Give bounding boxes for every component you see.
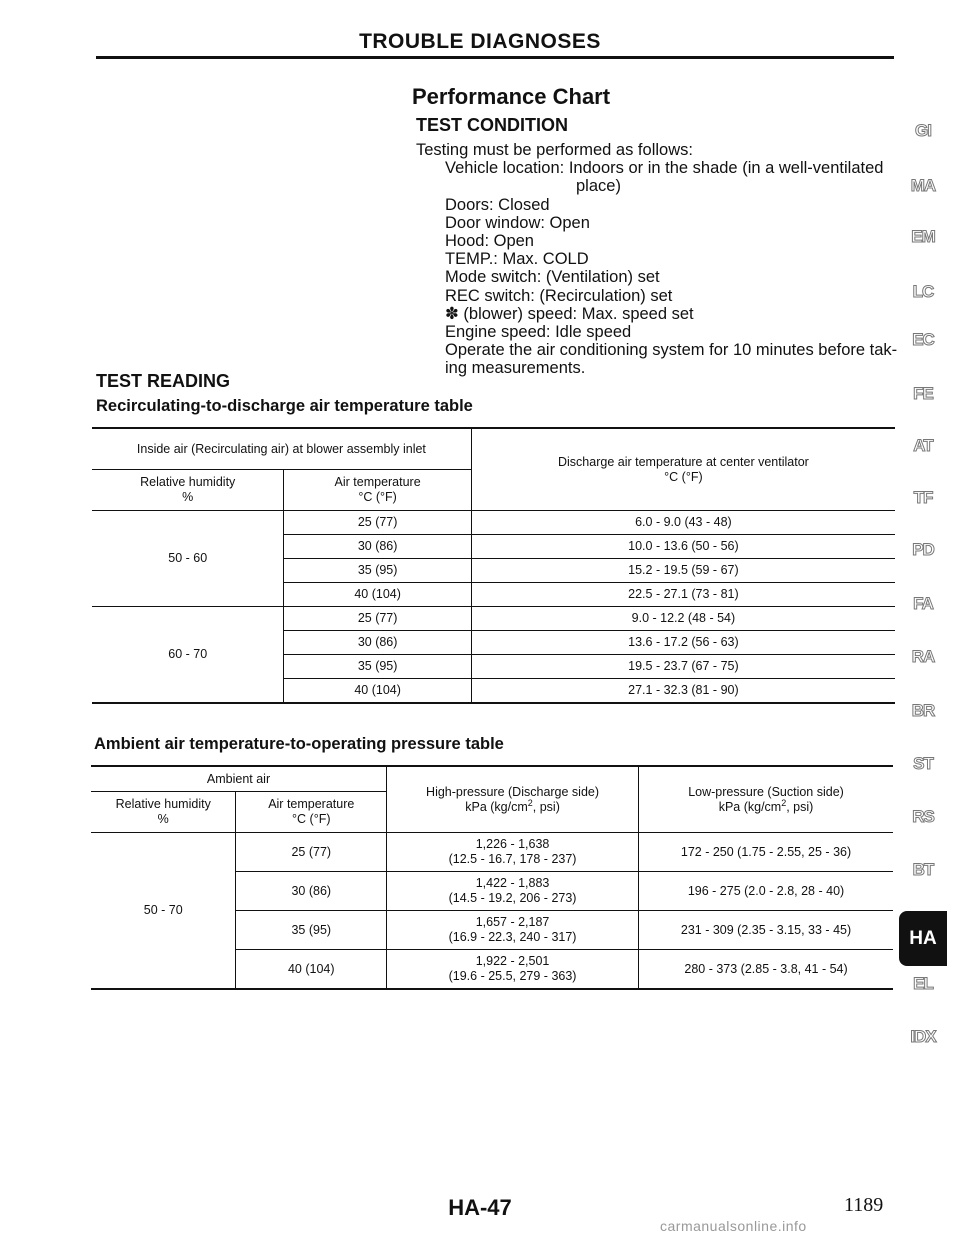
- condition-line: Vehicle location: Indoors or in the shade (in a well-ventilated: [445, 159, 884, 178]
- table-row: 35 (95) 15.2 - 19.5 (59 - 67): [92, 559, 895, 583]
- page-header-title: TROUBLE DIAGNOSES: [359, 30, 601, 53]
- table-header-humidity: Relative humidity %: [92, 470, 284, 511]
- ambient-table: [91, 765, 893, 990]
- intro-text: Testing must be performed as follows:: [416, 141, 693, 159]
- side-tab-gi[interactable]: GI: [915, 121, 931, 140]
- condition-line-rec: REC switch: (Recirculation) set: [445, 286, 673, 305]
- watermark: carmanualsonline.info: [660, 1218, 807, 1234]
- ambient-table-title: Ambient air temperature-to-operating pressure table: [94, 735, 504, 753]
- humidity-cell: 50 - 70: [91, 833, 236, 990]
- table-header-air-temp: Air temperature °C (°F): [236, 792, 387, 833]
- condition-line: Engine speed: Idle speed: [445, 323, 632, 342]
- condition-line: Door window: Open: [445, 213, 590, 232]
- test-condition-text: [416, 141, 906, 378]
- side-tab-idx[interactable]: IDX: [910, 1027, 936, 1046]
- side-tab-ma[interactable]: MA: [910, 176, 936, 195]
- condition-line: Hood: Open: [445, 232, 534, 251]
- table-row: 30 (86) 10.0 - 13.6 (50 - 56): [92, 535, 895, 559]
- absolute-page-number: 1189: [844, 1194, 884, 1216]
- section-title: Performance Chart: [412, 84, 611, 109]
- side-tab-bt[interactable]: BT: [912, 860, 934, 879]
- page-number: HA-47: [448, 1195, 512, 1220]
- side-tab-rs[interactable]: RS: [912, 807, 934, 826]
- side-tab-em[interactable]: EM: [911, 227, 935, 246]
- table-group-header: Inside air (Recirculating air) at blower assembly inlet: [92, 428, 471, 470]
- table-row: 60 - 70 25 (77) 9.0 - 12.2 (48 - 54): [92, 607, 895, 631]
- recirc-table-title: Recirculating-to-discharge air temperature table: [96, 397, 473, 415]
- table-row: 35 (95) 1,657 - 2,187 (16.9 - 22.3, 240 - 317) 231 - 309 (2.35 - 3.15, 33 - 45): [91, 911, 893, 950]
- table-header-high-pressure: High-pressure (Discharge side) kPa ($kg/cm^2$, psi): [387, 766, 639, 833]
- condition-line-blower: ✽ (blower) speed: Max. speed set: [445, 304, 694, 323]
- table-row: 35 (95) 19.5 - 23.7 (67 - 75): [92, 655, 895, 679]
- side-tab-st[interactable]: ST: [913, 754, 933, 773]
- humidity-cell: 50 - 60: [92, 511, 284, 607]
- table-row: 40 (104) 1,922 - 2,501 (19.6 - 25.5, 279 - 363) 280 - 373 (2.85 - 3.8, 41 - 54): [91, 950, 893, 990]
- table-row: 40 (104) 22.5 - 27.1 (73 - 81): [92, 583, 895, 607]
- side-tab-pd[interactable]: PD: [912, 540, 934, 559]
- side-tab-ra[interactable]: RA: [911, 647, 935, 666]
- table-header-air-temp: Air temperature °C (°F): [284, 470, 471, 511]
- side-tab-el[interactable]: EL: [913, 974, 933, 993]
- header-rule: [96, 56, 894, 59]
- fan-icon: ✽: [445, 304, 464, 323]
- table-header-discharge: Discharge air temperature at center ventilator °C (°F): [471, 428, 895, 511]
- test-reading-heading: TEST READING: [96, 371, 231, 391]
- table-header-humidity: Relative humidity %: [115, 797, 211, 826]
- side-tab-br[interactable]: BR: [911, 701, 935, 720]
- table-row: 50 - 60 25 (77) 6.0 - 9.0 (43 - 48): [92, 511, 895, 535]
- table-row: 30 (86) 13.6 - 17.2 (56 - 63): [92, 631, 895, 655]
- side-tab-at[interactable]: AT: [913, 436, 933, 455]
- side-tab-tf[interactable]: TF: [913, 488, 933, 507]
- table-header-low-pressure: Low-pressure (Suction side) kPa ($kg/cm^2$, psi): [639, 766, 893, 833]
- humidity-cell: 60 - 70: [168, 647, 208, 661]
- condition-line: TEMP.: Max. COLD: [445, 250, 589, 269]
- condition-line: Doors: Closed: [445, 195, 550, 214]
- side-tab-fe[interactable]: FE: [913, 384, 933, 403]
- condition-line-mode: Mode switch: (Ventilation) set: [445, 268, 660, 287]
- table-group-header: Ambient air: [91, 766, 387, 792]
- condition-line: Operate the air conditioning system for 10 minutes before tak-: [445, 341, 898, 360]
- side-tab-ha-active[interactable]: HA: [899, 911, 947, 966]
- side-tab-fa[interactable]: FA: [913, 594, 933, 613]
- table-row: 40 (104) 27.1 - 32.3 (81 - 90): [92, 679, 895, 704]
- recirc-table: [92, 427, 895, 704]
- table-row: 30 (86) 1,422 - 1,883 (14.5 - 19.2, 206 - 273) 196 - 275 (2.0 - 2.8, 28 - 40): [91, 872, 893, 911]
- side-tab-lc[interactable]: LC: [912, 282, 934, 301]
- test-condition-heading: TEST CONDITION: [416, 115, 568, 135]
- condition-line: place): [576, 177, 621, 196]
- table-row: 50 - 70 25 (77) 1,226 - 1,638 (12.5 - 16.7, 178 - 237) 172 - 250 (1.75 - 2.55, 25 - 36): [91, 833, 893, 872]
- condition-line: ing measurements.: [445, 359, 586, 378]
- side-tab-ec[interactable]: EC: [912, 330, 934, 349]
